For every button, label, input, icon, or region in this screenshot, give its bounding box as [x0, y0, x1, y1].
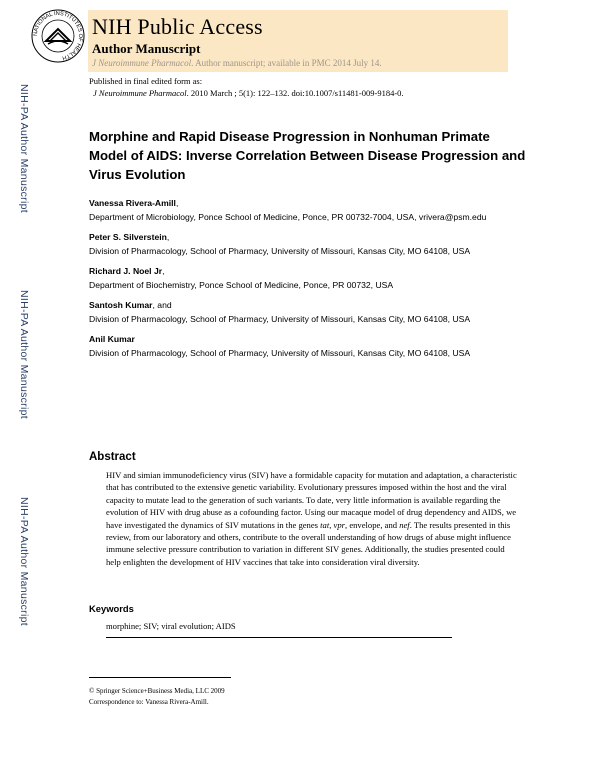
author-affiliation: Department of Biochemistry, Ponce School of Medicine, Ponce, PR 00732, USA [89, 280, 394, 290]
author-block [89, 230, 539, 258]
author-affiliation: Division of Pharmacology, School of Pharmacy, University of Missouri, Kansas City, MO 64108, USA [89, 314, 471, 324]
author-name: Santosh Kumar [89, 300, 153, 310]
author-suffix: , [162, 266, 165, 276]
gene-nef: nef [399, 519, 410, 530]
author-name: Vanessa Rivera-Amill [89, 198, 176, 208]
nih-seal-logo [30, 8, 86, 64]
side-label-3: NIH-PA Author Manuscript [18, 497, 30, 626]
keywords-heading: Keywords [89, 603, 134, 614]
side-label-1: NIH-PA Author Manuscript [18, 84, 30, 213]
side-label-2: NIH-PA Author Manuscript [18, 290, 30, 419]
author-block [89, 332, 539, 360]
abstract-body [106, 469, 518, 568]
copyright-notice: © Springer Science+Business Media, LLC 2009 [89, 687, 225, 695]
journal-availability [92, 58, 382, 68]
citation-details: . 2010 March ; 5(1): 122–132. doi:10.1007/s11481-009-9184-0. [186, 88, 404, 98]
published-label: Published in final edited form as: [89, 76, 203, 86]
keywords-list: morphine; SIV; viral evolution; AIDS [106, 621, 236, 631]
journal-status: . Author manuscript; available in PMC 2014 July 14. [191, 58, 382, 68]
author-suffix: , [166, 232, 170, 242]
nih-public-access-title: NIH Public Access [92, 14, 263, 39]
gene-tat: tat [320, 519, 330, 530]
correspondence-note: Correspondence to: Vanessa Rivera-Amill. [89, 698, 209, 706]
author-block [89, 264, 539, 292]
abstract-text-part: . The results presented in this review, from our laboratory and others, contribute to the overall understanding of how drugs of abuse might influence immune selective pressure contribution to variation in different SIV genes. Additionally, the studies presented could help enlighten the development of HIV vaccines that take into consideration viral diversity. [106, 519, 511, 567]
author-name: Richard J. Noel Jr [89, 266, 163, 276]
publication-citation [93, 88, 404, 98]
abstract-separator: , [329, 519, 334, 530]
abstract-text-part: HIV and simian immunodeficiency virus (SIV) have a formidable capacity for mutation and adaptation, a characteristic that has contributed to the extensive genetic variability. Evolutionary pressures imposed within the host and the viral capacity to mutate lead to the generation of such variants. To date, very little information is available regarding the evolution of HIV with drug abuse as a cofounding factor. Using our macaque model of drug dependency and AIDS, we have investigated the dynamics of SIV mutations in the genes [106, 470, 517, 530]
author-suffix: , [175, 198, 179, 208]
author-suffix: , and [152, 300, 172, 310]
abstract-text-part: , envelope, and [345, 519, 400, 530]
abstract-heading: Abstract [89, 451, 136, 463]
citation-journal: J Neuroimmune Pharmacol [93, 88, 187, 98]
footnote-divider [89, 677, 231, 678]
author-list [89, 196, 539, 366]
author-affiliation: Division of Pharmacology, School of Pharmacy, University of Missouri, Kansas City, MO 64108, USA [89, 246, 471, 256]
author-affiliation: Division of Pharmacology, School of Pharmacy, University of Missouri, Kansas City, MO 64108, USA [89, 348, 471, 358]
author-block [89, 298, 539, 326]
author-block [89, 196, 539, 224]
author-name: Anil Kumar [89, 334, 135, 344]
logo-ring-text: NATIONAL INSTITUTES OF HEALTH [32, 10, 84, 61]
gene-vpr: vpr [333, 519, 346, 530]
author-affiliation: Department of Microbiology, Ponce School of Medicine, Ponce, PR 00732-7004, USA, vrivera@psm.edu [89, 212, 487, 222]
author-manuscript-label: Author Manuscript [92, 41, 201, 56]
journal-abbrev: J Neuroimmune Pharmacol [92, 58, 192, 68]
keywords-divider [106, 637, 452, 638]
author-name: Peter S. Silverstein [89, 232, 167, 242]
article-title: Morphine and Rapid Disease Progression in Nonhuman Primate Model of AIDS: Inverse Correlation Between Disease Progression and Virus Evolution [89, 129, 526, 182]
